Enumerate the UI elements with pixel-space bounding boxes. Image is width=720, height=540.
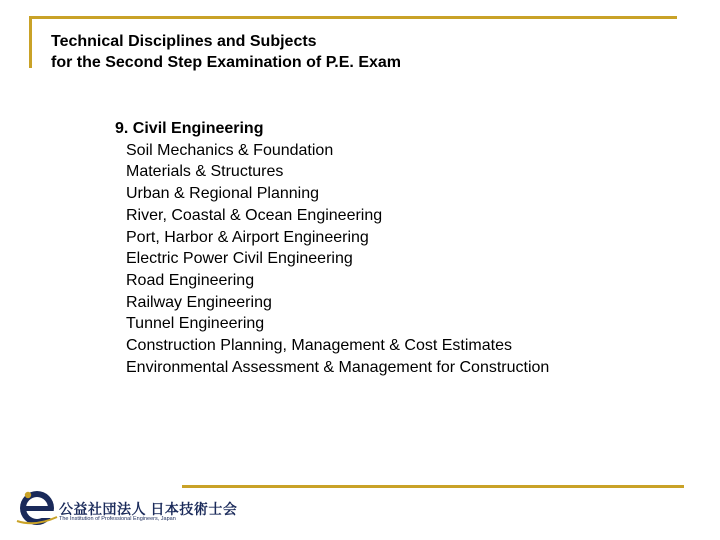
discipline-heading: 9. Civil Engineering	[115, 120, 264, 137]
subject-item: Tunnel Engineering	[126, 315, 265, 333]
bottom-accent-rule	[182, 485, 684, 488]
subject-list	[115, 140, 549, 379]
top-accent-rule	[29, 16, 677, 19]
subject-item: Electric Power Civil Engineering	[126, 250, 353, 268]
slide-title-line-1: Technical Disciplines and Subjects	[51, 33, 317, 50]
subject-item: Road Engineering	[126, 271, 255, 289]
subject-item: Construction Planning, Management & Cost Estimates	[126, 337, 512, 355]
subject-item: River, Coastal & Ocean Engineering	[126, 206, 383, 224]
logo-e-mark-icon	[15, 487, 59, 527]
subject-item: Urban & Regional Planning	[126, 185, 320, 203]
subject-item: Soil Mechanics & Foundation	[126, 141, 334, 159]
subject-item: Environmental Assessment & Management for Construction	[126, 358, 550, 376]
subject-item: Materials & Structures	[126, 163, 284, 181]
subject-item: Railway Engineering	[126, 293, 272, 311]
left-accent-rule	[29, 16, 32, 68]
slide-title	[51, 31, 401, 73]
logo-name-jp: 公益社団法人 日本技術士会	[59, 501, 238, 517]
slide-title-line-2: for the Second Step Examination of P.E. Exam	[51, 54, 402, 71]
logo-name-en: The Institution of Professional Engineers, Japan	[59, 516, 176, 522]
discipline-section	[115, 118, 549, 378]
organization-logo	[15, 487, 238, 527]
subject-item: Port, Harbor & Airport Engineering	[126, 228, 369, 246]
